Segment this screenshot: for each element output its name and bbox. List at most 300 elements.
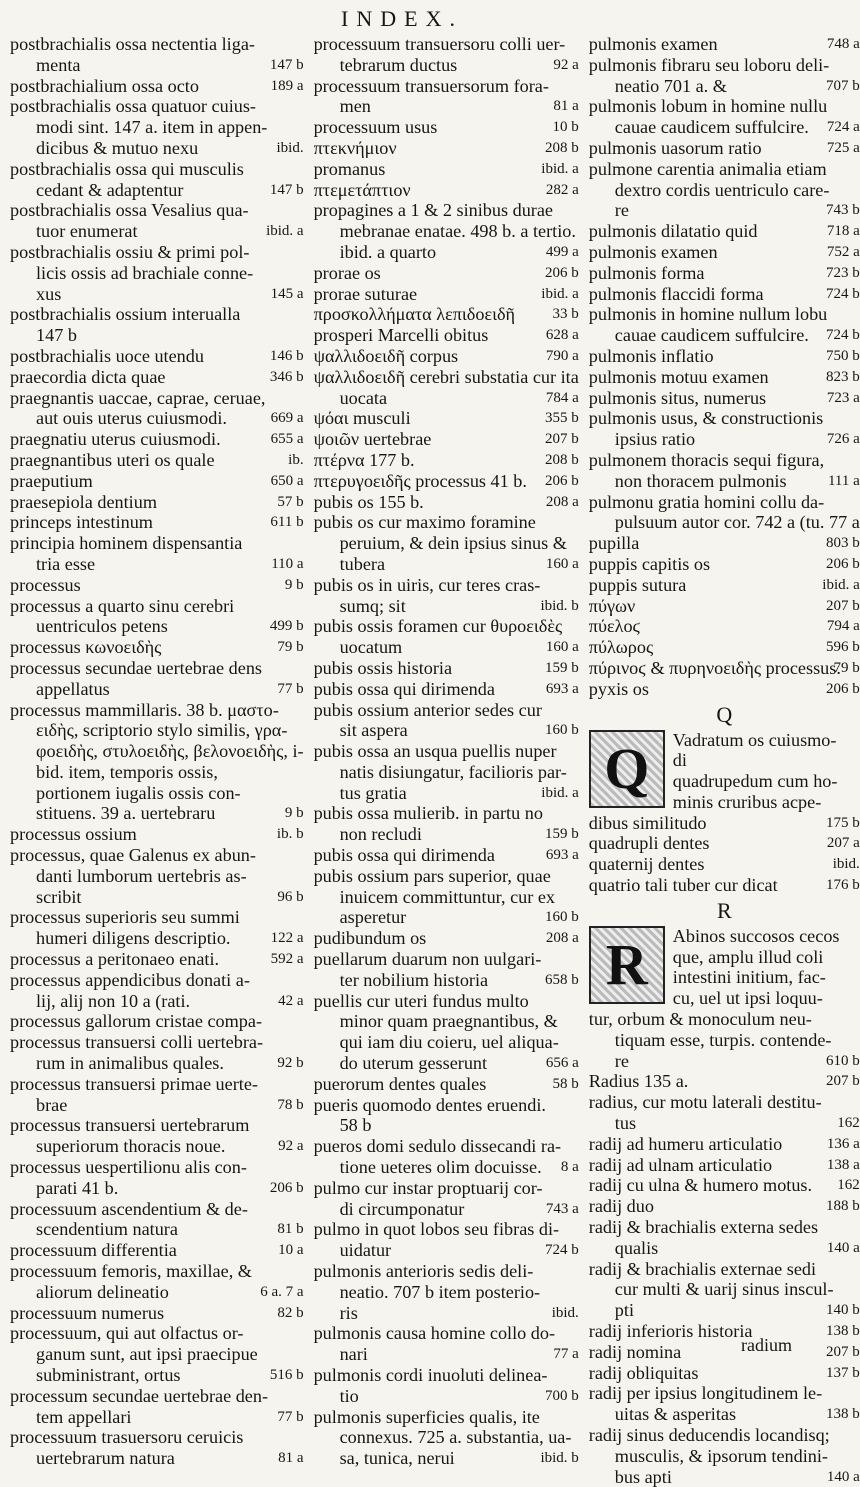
entry-text: brae [36,1094,68,1115]
entry-text-line [314,304,579,325]
entry-text-line [314,117,579,138]
entry-text-line [10,596,304,617]
entry-text: tus [614,1113,637,1134]
index-entry [589,1217,860,1259]
entry-text-line [10,138,304,159]
index-entry [589,159,860,221]
entry-text: tubera [339,553,386,574]
entry-text: pulmonis examen [588,241,718,262]
index-entry [589,1155,860,1176]
index-entry [589,1363,860,1384]
entry-text: radij nomina [588,1341,682,1362]
entry-text-line [314,1157,579,1178]
index-entry [589,367,860,388]
index-entry [314,866,579,928]
entry-text-line [589,854,860,875]
entry-text-line [589,1030,860,1051]
entry-page-ref: 81 b [277,1221,304,1238]
index-entry [314,429,579,450]
entry-text: pulmonis lobum in homine nullu [588,96,828,117]
entry-page-ref: 9 b [284,805,304,822]
entry-text-line [589,1134,860,1155]
index-entry [10,242,304,304]
catchword: radium [741,1335,792,1355]
entry-text: praegnatiu uterus cuiusmodi. [10,429,221,450]
entry-text: nari [339,1344,368,1365]
entry-text: pulsuum autor cor. 742 a (tu. 77 a [614,512,860,533]
entry-page-ref: 147 b [269,56,304,73]
entry-text-line [314,346,579,367]
entry-text-line [314,284,579,305]
index-entry [589,1134,860,1155]
index-entry [589,854,860,875]
entry-page-ref: 206 b [826,680,860,697]
entry-text-line [589,575,860,596]
index-entry [10,1115,304,1157]
entry-text: uidatur [339,1240,392,1261]
index-entry [589,813,860,834]
entry-text: prorae os [313,262,381,283]
index-entry [314,1178,579,1220]
index-entry [589,55,860,97]
entry-text-line [589,1238,860,1259]
entry-text-line [314,138,579,159]
entry-text: pulmonis usus, & constructionis [588,408,824,429]
entry-text: radij sinus deducendis locandisq; [588,1425,830,1445]
entry-text: uentriculos petens [36,616,168,637]
entry-text: peruium, & dein ipsius sinus & [339,533,567,554]
entry-text: pueros domi sedulo dissecandi ra- [313,1136,562,1157]
index-entry [589,242,860,263]
entry-page-ref: 77 b [277,1408,304,1425]
entry-text: processuum differentia [10,1240,177,1261]
entry-text-line [10,679,304,700]
entry-text-line [589,637,860,658]
section-r-opening-text [673,926,860,1009]
entry-text-line [10,1095,304,1116]
entry-text: uertebrarum natura [36,1448,175,1469]
entry-text: pulmonis forma [588,262,705,283]
entry-text: pulmonem thoracis sequi figura, [588,449,825,470]
entry-text: promanus [313,158,386,179]
index-entry [10,34,304,76]
entry-text-line [589,1404,860,1425]
entry-text-line [314,492,579,513]
index-entry [589,1175,860,1196]
index-entry [314,1095,579,1137]
index-entry [314,263,579,284]
entry-page-ref: 723 b [826,264,860,281]
entry-text-line [314,554,579,575]
entry-text-line [314,1303,579,1324]
entry-text: processum secundae uertebrae den- [10,1385,269,1406]
index-entry [314,492,579,513]
index-entry [314,949,579,991]
entry-text: φοειδὴς, στυλοειδὴς, βελονοειδὴς, i- [36,741,304,762]
entry-page-ref: ibid. [832,856,860,873]
entry-text-line [314,429,579,450]
index-entry [10,1032,304,1074]
entry-text: uitas & asperitas [614,1404,737,1425]
index-entry [10,96,304,158]
index-entry [589,1196,860,1217]
index-entry [589,263,860,284]
entry-text-line [314,907,579,928]
entry-page-ref: 162 [837,1115,860,1132]
entry-page-ref: 147 b [269,181,304,198]
entry-text: pulmonu gratia homini collu da- [588,491,825,512]
entry-text: postbrachialis ossiu & primi pol- [10,241,250,262]
entry-page-ref: 803 b [826,535,860,552]
index-entry [589,1321,860,1342]
entry-text: re [614,1050,629,1071]
entry-text-line [589,1321,860,1342]
entry-text: praecordia dicta quae [10,366,166,387]
entry-text-line [589,616,860,637]
entry-text: appellatus [36,678,110,699]
index-entry [10,346,304,367]
entry-text: pubis ossis historia [313,657,453,678]
entry-text: tio [339,1385,359,1406]
entry-text: pulmonis fibraru seu loboru deli- [588,54,830,75]
entry-text-line [10,533,304,554]
index-entry [10,970,304,1012]
index-entry [314,1074,579,1095]
decorated-initial-q: Q [589,730,665,808]
entry-text-line [589,1259,860,1280]
entry-text: pulmonis motuu examen [588,366,769,387]
entry-text-line [10,1303,304,1324]
entry-text-line [10,866,304,887]
entry-text-line [589,1363,860,1384]
entry-page-ref: 145 a [270,285,304,302]
index-entry [314,346,579,367]
opening-text-line: que, amplu illud coli [672,946,824,967]
index-entry [589,616,860,637]
entry-page-ref: 208 a [545,493,579,510]
entry-text-line [10,1053,304,1074]
entry-text-line [589,1155,860,1176]
entry-text-line [314,159,579,180]
entry-text: radij obliquitas [588,1362,699,1383]
entry-page-ref: 499 b [269,618,304,635]
entry-text-line [589,813,860,834]
entry-text-line [589,533,860,554]
entry-text-line [10,159,304,180]
entry-page-ref: 140 a [826,1468,860,1485]
index-entry [10,492,304,513]
entry-text-line [589,1342,860,1363]
entry-page-ref: 77 a [553,1346,579,1363]
entry-page-ref: 8 a [560,1159,579,1176]
entry-text: tione ueteres olim docuisse. [339,1157,542,1178]
entry-text: musculis, & ipsorum tendini- [614,1445,828,1466]
entry-page-ref: 207 a [826,835,860,852]
entry-text-line [589,325,860,346]
entry-text-line [314,1032,579,1053]
index-entry [589,679,860,700]
entry-text: processus ossium [10,824,137,845]
decorated-initial-r: R [589,926,665,1004]
entry-page-ref: 57 b [277,493,304,510]
entry-page-ref: 9 b [284,576,304,593]
entry-page-ref: 82 b [277,1304,304,1321]
entry-text-line [10,1427,304,1448]
entry-text-line [589,1051,860,1072]
entry-text-line [10,720,304,741]
entry-page-ref: 159 b [545,826,579,843]
index-entry [589,1009,860,1071]
entry-page-ref: ibid. a [541,160,579,177]
entry-text: processus gallorum cristae compa- [10,1011,263,1032]
entry-text-line [10,367,304,388]
entry-text: processus uespertilionu alis con- [10,1157,247,1178]
index-entry [589,637,860,658]
entry-text-line [314,34,579,55]
entry-page-ref: 140 a [826,1239,860,1256]
entry-page-ref: 784 a [545,389,579,406]
entry-page-ref: ibid. a [822,576,860,593]
entry-text-line [589,96,860,117]
entry-text: puppis capitis os [588,553,711,574]
entry-text-line [589,679,860,700]
entry-page-ref: 693 a [545,680,579,697]
index-entry [314,304,579,325]
entry-page-ref: 138 b [826,1406,860,1423]
section-heading-q: Q [716,701,733,727]
entry-text-line [314,325,579,346]
entry-text: processus, quae Galenus ex abun- [10,845,256,866]
entry-text-line [314,845,579,866]
entry-text-line [589,1071,860,1092]
index-entry [589,875,860,896]
entry-text: pulmonis causa homine collo do- [313,1323,556,1344]
index-entry [589,1383,860,1425]
entry-page-ref: 96 b [277,888,304,905]
entry-page-ref: 750 b [826,347,860,364]
index-entry [314,1219,579,1261]
index-entry [589,1342,860,1363]
entry-page-ref: 136 a [826,1135,860,1152]
entry-text-line [589,76,860,97]
entry-text: dicibus & mutuo nexu [36,137,199,158]
entry-text-line [314,866,579,887]
entry-page-ref: 206 b [826,555,860,572]
entry-text: processuum usus [313,117,438,138]
entry-text-line [314,1448,579,1469]
index-entry [10,1386,304,1428]
entry-page-ref: 189 a [270,77,304,94]
entry-page-ref: 693 a [545,847,579,864]
entry-text-line [10,450,304,471]
entry-text: pubis ossium anterior sedes cur [313,699,542,720]
index-entry [314,616,579,658]
entry-text: bid. item, temporis ossis, [36,761,218,782]
entry-text: neatio. 707 b item posterio- [339,1281,541,1302]
index-entry [589,833,860,854]
entry-text: pubis ossa qui dirimenda [313,678,495,699]
entry-text: radij ad humeru articulatio [588,1133,783,1154]
entry-text-line [10,762,304,783]
entry-text: connexus. 725 a. substantia, ua- [339,1427,572,1448]
entry-page-ref: 160 b [545,722,579,739]
entry-page-ref: 724 b [826,327,860,344]
entry-text: quadrupli dentes [588,833,710,854]
index-entry [589,388,860,409]
entry-text: non thoracem pulmonis [614,470,787,491]
entry-text: praegnantibus uteri os quale [10,449,215,470]
entry-text-line [10,1240,304,1261]
entry-page-ref: 207 b [826,1343,860,1360]
entry-text-line [314,76,579,97]
entry-text-line [314,1136,579,1157]
entry-text-line [10,907,304,928]
index-entry [589,533,860,554]
entry-text: radius, cur motu laterali destitu- [588,1092,822,1113]
opening-text-line: di [672,750,687,771]
entry-text-line [314,533,579,554]
entry-text-line [314,658,579,679]
index-entry [10,1261,304,1303]
entry-text-line [10,928,304,949]
entry-text-line [10,76,304,97]
entry-text-line [589,1279,860,1300]
entry-text: lij, alij non 10 a (rati. [36,990,191,1011]
entry-text: tria esse [36,553,96,574]
entry-text-line [10,221,304,242]
entry-text-line [314,96,579,117]
entry-text: praeputium [10,470,93,491]
entry-page-ref: 176 b [826,877,860,894]
entry-text: processus transuersi uertebrarum [10,1115,250,1136]
index-entry [314,1407,579,1469]
index-entry [314,845,579,866]
index-entry [314,700,579,742]
entry-text-line [10,700,304,721]
entry-text-line [10,242,304,263]
entry-text: neatio 701 a. & [614,75,727,96]
entry-text-line [589,263,860,284]
entry-text-line [10,1199,304,1220]
entry-text-line [10,429,304,450]
entry-text-line [10,845,304,866]
entry-text-line [10,1032,304,1053]
entry-page-ref: ibid. b [540,597,579,614]
entry-text-line [10,949,304,970]
entry-text: processus transuersi colli uertebra- [10,1032,264,1053]
entry-text: inuicem committuntur, cur ex [339,886,556,907]
entry-text-line [589,1300,860,1321]
entry-text-line [10,1115,304,1136]
entry-text: superiorum thoracis noue. [36,1136,226,1157]
entry-text-line [314,471,579,492]
entry-text: processus a quarto sinu cerebri [10,595,235,616]
entry-text: πύλωρος [588,637,654,658]
entry-text-line [314,450,579,471]
entry-text: προσκολλήματα λεπιδοειδῆ [313,304,516,325]
entry-page-ref: 208 a [545,930,579,947]
entry-text: pulmone carentia animalia etiam [588,158,827,179]
index-entry [314,741,579,803]
entry-text-line [589,367,860,388]
entry-text: bus apti [614,1466,672,1487]
index-column-2 [313,34,579,1469]
entry-text: pubis ossium pars superior, quae [313,865,551,886]
entry-text-line [589,554,860,575]
entry-text: tebrarum ductus [339,54,458,75]
entry-text-line [314,928,579,949]
entry-text: πύελοϛ [588,616,641,637]
entry-text: prosperi Marcelli obitus [313,325,489,346]
entry-text: puerorum dentes quales [313,1073,487,1094]
entry-text-line [314,1323,579,1344]
entry-text: natis disiungatur, facilioris par- [339,761,567,782]
entry-page-ref: ibid. a [541,285,579,302]
index-entry [10,658,304,700]
entry-text: processus secundae uertebrae dens [10,657,262,678]
section-heading-r: R [716,897,732,923]
entry-page-ref: 138 b [826,1323,860,1340]
entry-text-line [10,887,304,908]
entry-text-line [314,679,579,700]
entry-text-line [10,1448,304,1469]
entry-page-ref: 592 a [270,951,304,968]
index-entry [10,450,304,471]
entry-text: processuum transuersoru colli uer- [313,34,566,54]
entry-text: parati 41 b. [36,1177,119,1198]
entry-text-line [10,388,304,409]
entry-text: pupilla [588,533,640,554]
entry-page-ref: 724 b [826,285,860,302]
entry-text: scribit [36,886,82,907]
opening-text-line: Vadratum os cuiusmo- [672,729,837,750]
index-entry [10,1011,304,1032]
entry-page-ref: 6 a. 7 a [260,1283,304,1300]
entry-page-ref: 628 a [545,327,579,344]
entry-page-ref: 207 b [826,1073,860,1090]
entry-text-line [10,1407,304,1428]
entry-page-ref: 42 a [278,992,304,1009]
entry-text-line [10,117,304,138]
opening-text-line: quadrupedum cum ho- [672,771,838,792]
entry-page-ref: 207 b [545,431,579,448]
entry-page-ref: 92 b [277,1055,304,1072]
entry-text-line [10,1365,304,1386]
opening-text-line: cu, uel ut ipsi loquu- [672,988,823,1009]
entry-text-line [10,637,304,658]
entry-text: processuum, qui aut olfactus or- [10,1323,244,1344]
entry-page-ref: 58 b [552,1075,579,1092]
entry-page-ref: 208 b [545,139,579,156]
entry-page-ref: 146 b [269,347,304,364]
entry-text-line [10,658,304,679]
index-entry [314,512,579,574]
entry-text: aut ouis uterus cuiusmodi. [36,408,227,429]
entry-page-ref: 81 a [553,98,579,115]
entry-text: do uterum gesserunt [339,1053,488,1074]
entry-page-ref: 707 b [826,77,860,94]
entry-text: ψαλλιδοειδῆ corpus [313,345,459,366]
index-entry [589,346,860,367]
entry-text: ψόαι musculi [313,408,411,429]
entry-text: pubis os cur maximo foramine [313,512,536,533]
entry-text: sumq; sit [339,595,406,616]
entry-text-line [314,824,579,845]
entry-text: puellarum duarum non uulgari- [313,949,542,970]
entry-page-ref: 596 b [826,639,860,656]
index-entry [10,1074,304,1116]
entry-page-ref: 752 a [826,243,860,260]
